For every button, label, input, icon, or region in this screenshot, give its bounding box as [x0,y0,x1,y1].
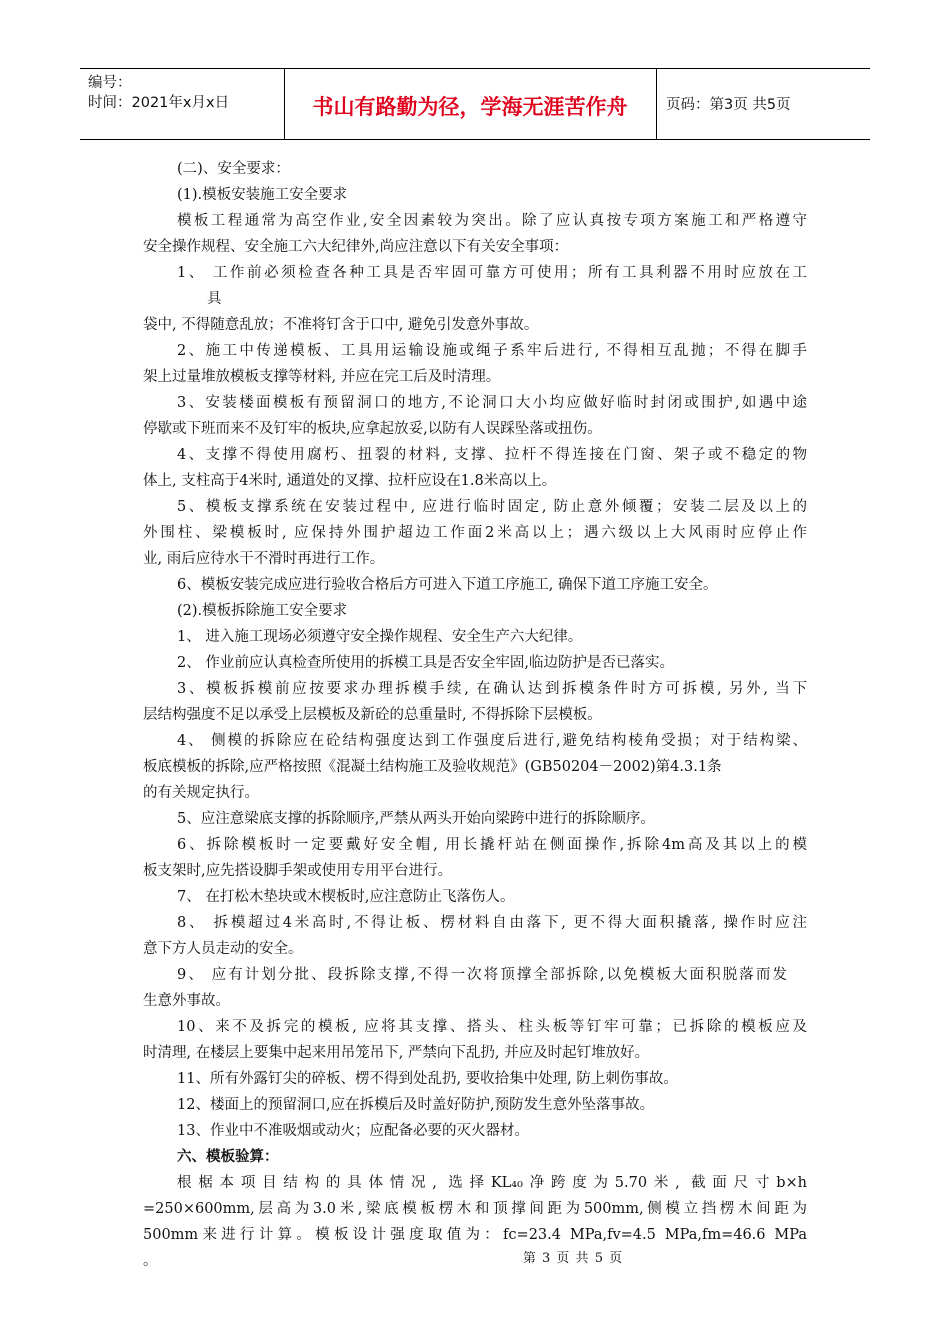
paragraph-line: 2、 作业前应认真检查所使用的拆模工具是否安全牢固,临边防护是否已落实。 [177,655,674,671]
paragraph-line: 根椐本项目结构的具体情况, 选择KL₄₀净跨度为5.70米, 截面尺寸b×h [177,1175,807,1191]
paragraph-line: 5、应注意梁底支撑的拆除顺序,严禁从两头开始向梁跨中进行的拆除顺序。 [177,811,655,827]
page-header [80,68,870,140]
paragraph-line: 1、 工作前必须检查各种工具是否牢固可靠方可使用；所有工具利器不用时应放在工 [177,265,807,281]
paragraph-line: 5、模板支撑系统在安装过程中, 应进行临时固定, 防止意外倾覆；安装二层及以上的 [177,499,807,515]
paragraph-line: 500mm来进行计算。模板设计强度取值为：fc=23.4 MPa,fv=4.5 MPa,fm=46.6 MPa [143,1227,807,1243]
paragraph-line: 体上, 支柱高于4米时, 通道处的叉撑、拉杆应设在1.8米高以上。 [143,473,557,489]
paragraph-line: 3、模板拆模前应按要求办理拆模手续, 在确认达到拆模条件时方可拆模, 另外, 当下 [177,681,807,697]
paragraph-line: 11、所有外露钉尖的碎板、楞不得到处乱扔, 要收拾集中处理, 防上刺伤事故。 [177,1071,678,1087]
document-number-label: 编号： [88,75,132,91]
paragraph-line: 袋中, 不得随意乱放；不准将钉含于口中, 避免引发意外事故。 [143,317,539,333]
paragraph-line: 业, 雨后应待水干不滑时再进行工作。 [143,551,385,567]
document-date-label: 时间：2021年x月x日 [88,95,230,111]
paragraph-line: 10、来不及拆完的模板, 应将其支撑、搭头、柱头板等钉牢可靠；已拆除的模板应及 [177,1019,807,1035]
paragraph-line: 板支架时,应先搭设脚手架或使用专用平台进行。 [143,863,453,879]
paragraph-line: 2、施工中传递模板、工具用运输设施或绳子系牢后进行, 不得相互乱抛；不得在脚手 [177,343,807,359]
paragraph-line: 6、拆除模板时一定要戴好安全帽, 用长撬杆站在侧面操作,拆除4m高及其以上的模 [177,837,807,853]
paragraph-line: 时清理, 在楼层上要集中起来用吊笼吊下, 严禁向下乱扔, 并应及时起钉堆放好。 [143,1045,650,1061]
paragraph-line: 1、 进入施工现场必须遵守安全操作规程、安全生产六大纪律。 [177,629,583,645]
header-meta [88,73,280,113]
paragraph-line: 生意外事故。 [143,993,230,1009]
header-divider [656,69,657,139]
paragraph-line: 模板工程通常为高空作业,安全因素较为突出。除了应认真按专项方案施工和严格遵守 [177,213,807,229]
section-heading: 六、模板验算： [177,1148,279,1165]
paragraph-line: 8、 拆模超过4米高时,不得让板、楞材料自由落下, 更不得大面积撬落, 操作时应注 [177,915,807,931]
paragraph-line: 4、 侧模的拆除应在砼结构强度达到工作强度后进行,避免结构棱角受损；对于结构梁、 [177,733,807,749]
paragraph-line: 板底模板的拆除,应严格按照《混凝土结构施工及验收规范》(GB50204－2002)第4.3.1条 [143,759,722,775]
footer-page-number: 第 3 页 共 5 页 [522,1251,624,1266]
subsection-heading: (2).模板拆除施工安全要求 [177,603,348,619]
paragraph-line: 意下方人员走动的安全。 [143,941,303,957]
header-motto: 书山有路勤为径，学海无涯苦作舟 [312,95,628,119]
paragraph-line: 的有关规定执行。 [143,785,259,801]
header-divider [284,69,285,139]
page-footer [0,1247,950,1266]
paragraph-line: =250×600mm,层高为3.0米,梁底模板楞木和顶撑间距为500mm,侧模立挡楞木间距为 [143,1201,807,1217]
paragraph-line: 4、支撑不得使用腐朽、扭裂的材料, 支撑、拉杆不得连接在门窗、架子或不稳定的物 [177,447,807,463]
paragraph-line: 。 [143,1253,158,1269]
section-heading: (二)、安全要求： [177,161,290,177]
paragraph-line: 层结构强度不足以承受上层模板及新砼的总重量时, 不得拆除下层模板。 [143,707,602,723]
paragraph-line: 外围柱、梁模板时, 应保持外围护超边工作面2米高以上；遇六级以上大风雨时应停止作 [143,525,807,541]
paragraph-line: 9、 应有计划分批、段拆除支撑,不得一次将顶撑全部拆除,以免模板大面积脱落而发 [177,967,787,983]
paragraph-line: 具 [207,291,222,307]
header-page-number: 页码：第3页 共5页 [666,97,791,113]
paragraph-line: 3、安装楼面模板有预留洞口的地方,不论洞口大小均应做好临时封闭或围护,如遇中途 [177,395,807,411]
paragraph-line: 12、楼面上的预留洞口,应在拆模后及时盖好防护,预防发生意外坠落事故。 [177,1097,655,1113]
paragraph-line: 停歇或下班而来不及钉牢的板块,应拿起放妥,以防有人误踩坠落或扭伤。 [143,421,602,437]
paragraph-line: 6、模板安装完成应进行验收合格后方可进入下道工序施工, 确保下道工序施工安全。 [177,577,718,593]
paragraph-line: 7、 在打松木垫块或木楔板时,应注意防止飞落伤人。 [177,889,515,905]
paragraph-line: 安全操作规程、安全施工六大纪律外,尚应注意以下有关安全事项： [143,239,569,255]
paragraph-line: 架上过量堆放模板支撑等材料, 并应在完工后及时清理。 [143,369,501,385]
paragraph-line: 13、作业中不准吸烟或动火；应配备必要的灭火器材。 [177,1123,529,1139]
subsection-heading: (1).模板安装施工安全要求 [177,187,348,203]
